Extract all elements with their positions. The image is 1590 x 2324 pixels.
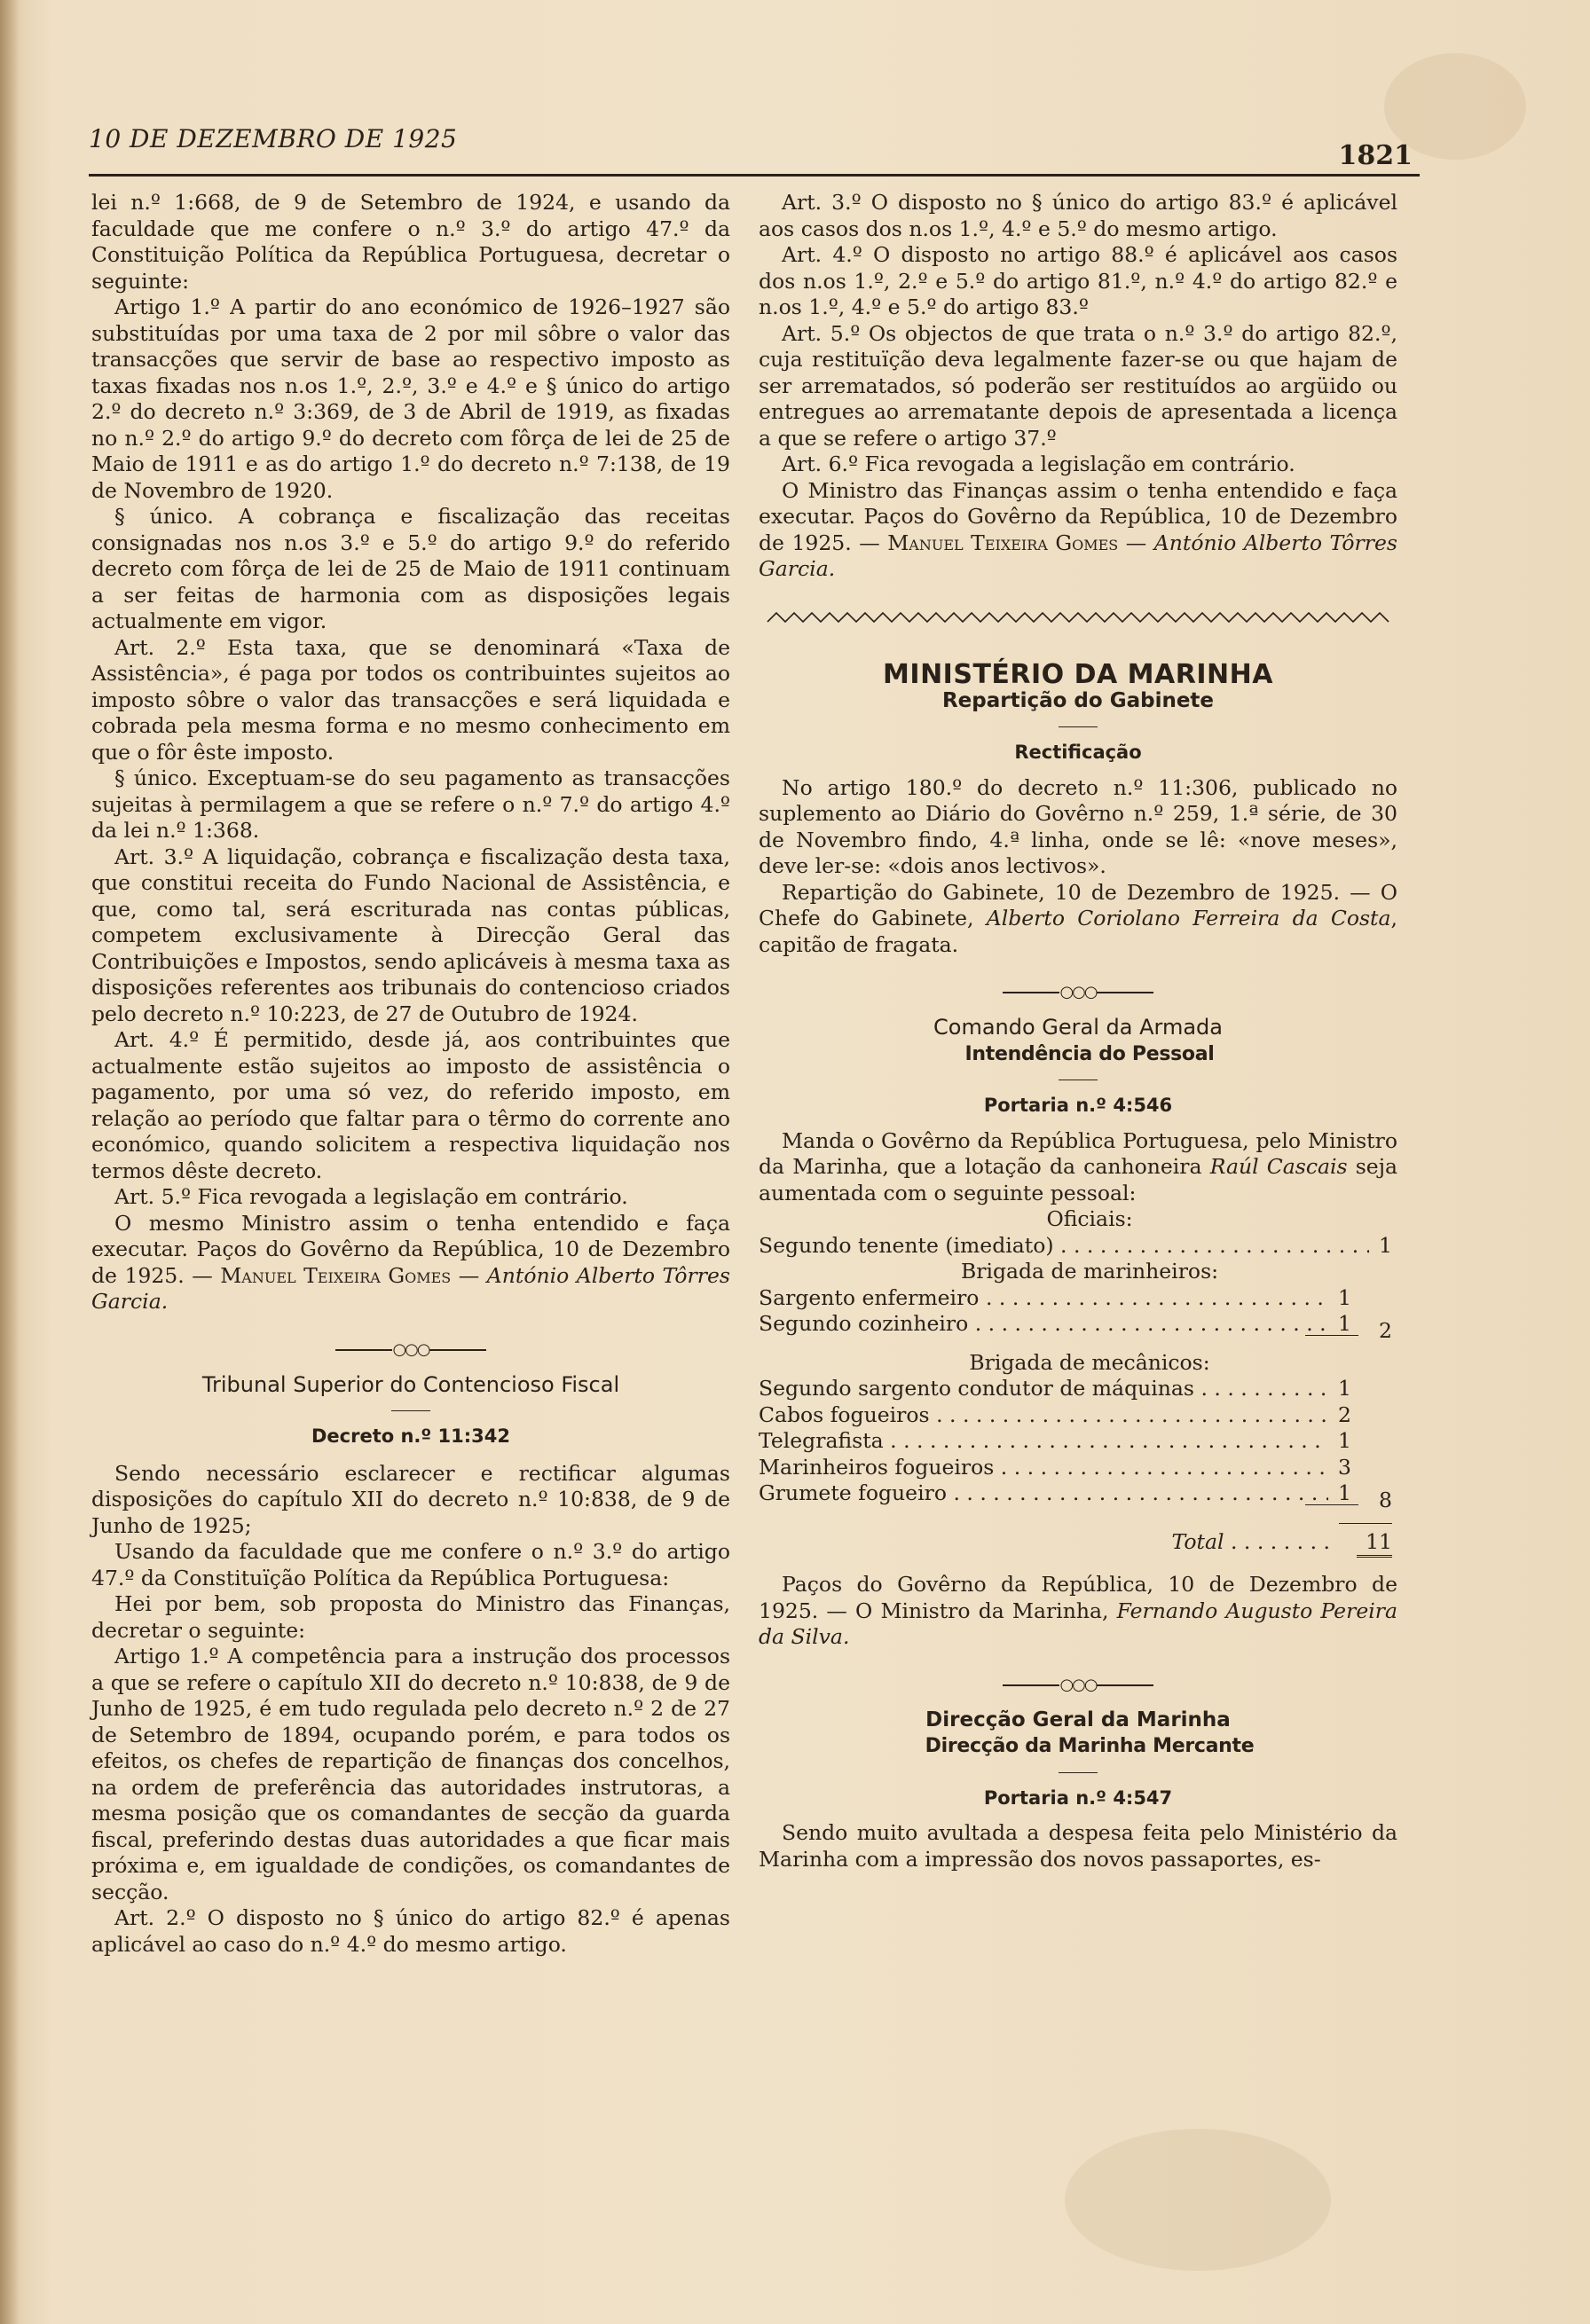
group-heading: Brigada de mecânicos: [969, 1349, 1210, 1375]
signature-separator: — [1118, 530, 1154, 555]
section-ornament: ○○○ [759, 1677, 1397, 1693]
portaria-title: Portaria n.º 4:546 [983, 1095, 1173, 1116]
running-head: 10 DE DEZEMBRO DE 1925 [89, 124, 458, 153]
total-row [759, 1529, 1397, 1558]
list-item-count: 3 [1338, 1454, 1351, 1480]
list-item-label: Segundo tenente (imediato) . . . [759, 1233, 1369, 1260]
list-item [759, 1455, 1397, 1481]
intendencia-title: Intendência do Pessoal [964, 1042, 1215, 1065]
signature-name: Fernando Augusto Pereira da Silva. [759, 1598, 1397, 1649]
paragraph: Usando da faculdade que me confere o n.º 3.º do artigo 47.º da Constituïção Política da República Portuguesa: [91, 1539, 730, 1590]
paragraph: Art. 5.º Os objectos de que trata o n.º 3.º do artigo 82.º, cuja restituïção deva legalmente fazer-se ou que hajam de ser arrematados, só poderão ser restituídos ao argüido ou entregues ao arrematante depois de apresentada a licença a que se refere o artigo 37.º [759, 320, 1397, 451]
signature-name: Alberto Coriolano Ferreira da Costa [986, 906, 1391, 930]
zigzag-divider [759, 611, 1397, 624]
section-ornament: ○○○ [759, 985, 1397, 1001]
signature-paragraph [91, 1211, 730, 1315]
paragraph-text: , capitão de fragata. [759, 906, 1397, 957]
paragraph: Artigo 1.º A partir do ano económico de 1926–1927 são substituídas por uma taxa de 2 por mil sôbre o valor das transacções que servir de base ao respectivo imposto as taxas fixadas nos n.os 1.º, 2.º, 3.º e 4.º e § único do artigo 2.º do decreto n.º 3:369, de 3 de Abril de 1919, as fixadas no n.º 2.º do artigo 9.º do decreto com fôrça de lei de 25 de Maio de 1911 e as do artigo 1.º do decreto n.º 7:138, de 19 de Novembro de 1920. [91, 294, 730, 503]
paragraph: No artigo 180.º do decreto n.º 11:306, publicado no suplemento ao Diário do Govêrno n.º 259, 1.ª série, de 30 de Novembro findo, 4.ª linha, onde se lê: «nove meses», deve ler-se: «dois anos lectivos». [759, 774, 1397, 878]
paragraph: Art. 4.º O disposto no artigo 88.º é aplicável aos casos dos n.os 1.º, 2.º e 5.º do artigo 81.º, n.º 4.º do artigo 82.º e n.os 1.º, 4.º e 5.º do artigo 83.º [759, 242, 1397, 319]
paragraph: Art. 3.º O disposto no § único do artigo 83.º é aplicável aos casos dos n.os 1.º, 4.º e 5.º do mesmo artigo. [759, 190, 1397, 241]
paragraph: Art. 3.º A liquidação, cobrança e fiscalização desta taxa, que constitui receita do Fundo Nacional de Assistência, e que, como tal, será escriturada nas contas públicas, competem exclusivamente à Direcção Geral das Contribuições e Impostos, sendo aplicáveis à mesma taxa as disposições referentes aos tribunais do contencioso criados pelo decreto n.º 10:223, de 27 de Outubro de 1924. [91, 844, 730, 1026]
paragraph-text: Repartição do Gabinete, 10 de Dezembro de 1925. — O Chefe do Gabinete, [759, 879, 1397, 930]
signature-name: António Alberto Tôrres Garcia. [91, 1262, 730, 1314]
list-item-label: Telegrafista . . . [759, 1428, 1328, 1455]
paragraph: lei n.º 1:668, de 9 de Setembro de 1924, e usando da faculdade que me confere o n.º 3.º do artigo 47.º da Constituição Política da República Portuguesa, decretar o seguinte: [91, 190, 730, 294]
list-item-label: Grumete fogueiro . . . [759, 1480, 1328, 1507]
ministry-title: MINISTÉRIO DA MARINHA [883, 659, 1273, 690]
list-item [759, 1376, 1397, 1402]
paragraph: § único. Exceptuam-se do seu pagamento as transacções sujeitas à permilagem a que se refere o n.º 7.º do artigo 4.º da lei n.º 1:368. [91, 766, 730, 843]
list-item-label: Sargento enfermeiro . . . [759, 1285, 1328, 1312]
list-item [759, 1233, 1397, 1260]
list-item [759, 1311, 1397, 1338]
decree-title: Decreto n.º 11:342 [311, 1425, 511, 1447]
paper-stain [1065, 2129, 1331, 2271]
list-item-label: Cabos fogueiros . . . [759, 1402, 1328, 1429]
paragraph-text: seja aumentada com o seguinte pessoal: [759, 1154, 1397, 1205]
short-rule [1059, 1772, 1098, 1773]
left-column [91, 190, 730, 1958]
list-item-count: 1 [1338, 1376, 1351, 1401]
signature-name: António Alberto Tôrres Garcia. [759, 530, 1397, 581]
list-item-count: 2 [1338, 1401, 1351, 1427]
paragraph: Sendo necessário esclarecer e rectificar algumas disposições do capítulo XII do decreto n.º 10:838, de 9 de Junho de 1925; [91, 1460, 730, 1538]
header-rule [89, 174, 1420, 177]
list-item-count: 1 [1338, 1284, 1351, 1310]
paragraph: § único. A cobrança e fiscalização das receitas consignadas nos n.os 3.º e 5.º do artigo 9.º do referido decreto com fôrça de lei de 25 de Maio de 1911 continuam a ser feitas de harmonia com as disposições legais actualmente em vigor. [91, 504, 730, 633]
total-label: Total . . . [1172, 1529, 1331, 1558]
total-value: 11 [1357, 1529, 1392, 1558]
page-number: 1821 [1338, 140, 1413, 171]
list-item-count: 1 [1338, 1311, 1351, 1336]
subtotal: 2 [1379, 1318, 1392, 1343]
signature-name: Manuel Teixeira Gomes [887, 530, 1119, 555]
list-item-label: Segundo sargento condutor de máquinas . . . [759, 1376, 1328, 1402]
short-rule [391, 1410, 430, 1411]
list-item [759, 1285, 1397, 1312]
subtotal-rule [1305, 1335, 1358, 1336]
list-item-label: Segundo cozinheiro . . . [759, 1311, 1328, 1338]
group-heading: Oficiais: [1046, 1206, 1133, 1231]
tribunal-title: Tribunal Superior do Contencioso Fiscal [201, 1371, 620, 1397]
paragraph: Art. 4.º É permitido, desde já, aos contribuintes que actualmente estão sujeitos ao imposto de assistência o pagamento, por uma só vez, do referido imposto, em relação ao período que faltar para o têrmo do corrente ano económico, quando solicitem a respectiva liquidação nos termos dêste decreto. [91, 1027, 730, 1183]
rectificacao-title: Rectificação [1014, 742, 1142, 763]
comando-title: Comando Geral da Armada [933, 1015, 1223, 1040]
list-item-count: 1 [1379, 1232, 1392, 1258]
portaria-title: Portaria n.º 4:547 [983, 1786, 1173, 1809]
list-item [759, 1402, 1397, 1429]
direccao-title: Direcção Geral da Marinha [925, 1708, 1231, 1731]
paragraph [759, 880, 1397, 959]
paragraph: Art. 2.º O disposto no § único do artigo 82.º é apenas aplicável ao caso do n.º 4.º do mesmo artigo. [91, 1905, 730, 1957]
paragraph: Hei por bem, sob proposta do Ministro das Finanças, decretar o seguinte: [91, 1591, 730, 1643]
signature-name: Manuel Teixeira Gomes [220, 1262, 452, 1288]
subtotal: 8 [1379, 1488, 1392, 1512]
list-item [759, 1480, 1397, 1507]
group-heading: Brigada de marinheiros: [960, 1259, 1219, 1284]
paragraph: Sendo muito avultada a despesa feita pelo Ministério da Marinha com a impressão dos novos passaportes, es- [759, 1820, 1397, 1872]
section-ornament: ○○○ [91, 1342, 730, 1358]
paragraph-text: Paços do Govêrno da República, 10 de Dezembro de 1925. — O Ministro da Marinha, [759, 1572, 1397, 1623]
ship-name: Raúl Cascais [1209, 1154, 1348, 1179]
subtotal-rule [1305, 1504, 1358, 1505]
total-rule [1339, 1523, 1392, 1524]
list-item-label: Marinheiros fogueiros . . . [759, 1455, 1328, 1481]
signature-paragraph [759, 478, 1397, 583]
binding-edge [0, 0, 20, 2324]
short-rule [1059, 726, 1098, 727]
signature-separator: — [451, 1262, 487, 1288]
list-item-count: 1 [1338, 1428, 1351, 1453]
signature-text: O mesmo Ministro assim o tenha entendido e faça executar. Paços do Govêrno da República, 10 de Dezembro de 1925. — [91, 1210, 730, 1288]
signature-text: O Ministro das Finanças assim o tenha entendido e faça executar. Paços do Govêrno da República, 10 de Dezembro de 1925. — [759, 477, 1397, 555]
paragraph: Art. 2.º Esta taxa, que se denominará «Taxa de Assistência», é paga por todos os contribuintes sujeitos ao imposto sôbre o valor das transacções e será liquidada e cobrada pela mesma forma e no mesmo conhecimento em que o fôr êste imposto. [91, 634, 730, 765]
paragraph: Art. 6.º Fica revogada a legislação em contrário. [782, 451, 1295, 476]
brigada-mecanicos-list [759, 1376, 1397, 1512]
paragraph [759, 1572, 1397, 1651]
list-item [759, 1428, 1397, 1455]
paragraph-text: Manda o Govêrno da República Portuguesa, pelo Ministro da Marinha, que a lotação da canhoneira [759, 1127, 1397, 1179]
paragraph: Artigo 1.º A competência para a instrução dos processos a que se refere o capítulo XII do decreto n.º 10:838, de 9 de Junho de 1925, é em tudo regulada pelo decreto n.º 2 de 27 de Setembro de 1894, ocupando porém, e para todos os efeitos, os chefes de repartição de finanças dos concelhos, na ordem de preferência das autoridades instrutoras, a mesma posição que os comandantes de secção da guarda fiscal, preferindo destas duas autoridades a que ficar mais próxima e, em igualdade de condições, os comandantes de secção. [91, 1644, 730, 1904]
paragraph [759, 1128, 1397, 1207]
gabinete-title: Repartição do Gabinete [941, 688, 1215, 712]
right-column [759, 190, 1397, 1873]
brigada-marinheiros-list [759, 1284, 1397, 1343]
oficiais-list [759, 1233, 1397, 1260]
mercante-title: Direcção da Marinha Mercante [925, 1735, 1255, 1757]
list-item-count: 1 [1338, 1480, 1351, 1505]
paragraph: Art. 5.º Fica revogada a legislação em contrário. [114, 1184, 628, 1209]
